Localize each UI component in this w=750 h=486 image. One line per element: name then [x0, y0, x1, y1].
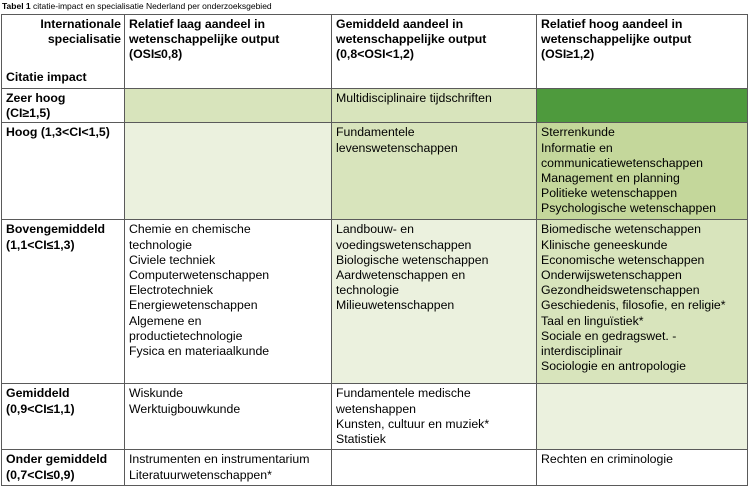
field-item: Werktuigbouwkunde — [129, 401, 241, 416]
column-header-line: wetenschappelijke output — [541, 32, 692, 47]
field-item: Literatuurwetenschappen* — [129, 467, 272, 482]
row-label-below-average — [2, 450, 125, 486]
corner-impact-label: Citatie impact — [6, 69, 87, 84]
table-caption — [2, 1, 272, 12]
row-high — [2, 123, 748, 220]
field-item: Klinische geneeskunde — [541, 237, 668, 252]
cell-above-average-low — [125, 220, 332, 384]
field-item: Fysica en materiaalkunde — [129, 344, 270, 359]
field-item: Aardwetenschappen en — [336, 268, 466, 283]
row-label-line: Gemiddeld — [6, 386, 70, 401]
field-item: Rechten en criminologie — [541, 452, 673, 467]
field-item: technologie — [129, 237, 192, 252]
column-header-low — [125, 15, 332, 89]
corner-spec-line: Internationale — [40, 17, 121, 31]
row-average — [2, 384, 748, 450]
cell-very-high-low — [125, 89, 332, 123]
column-header-high — [537, 15, 748, 89]
column-header-line: wetenschappelijke output — [129, 32, 280, 47]
field-item: Economische wetenschappen — [541, 252, 705, 267]
field-item: Fundamentele medische — [336, 386, 471, 401]
corner-spec-line: specialisatie — [47, 32, 121, 47]
field-item: Politieke wetenschappen — [541, 186, 678, 201]
cell-below-average-low — [125, 450, 332, 486]
cell-high-high — [537, 123, 748, 220]
field-item: technologie — [336, 283, 399, 298]
field-item: Management en planning — [541, 171, 680, 186]
field-item: Biologische wetenschappen — [336, 252, 489, 267]
field-item: Chemie en chemische — [129, 222, 251, 237]
field-item: Psychologische wetenschappen — [541, 201, 717, 216]
column-header-line: (OSI≥1,2) — [541, 47, 595, 62]
field-item: Sociale en gedragswet. - — [541, 328, 677, 343]
column-header-line: wetenschappelijke output — [336, 32, 487, 47]
cell-above-average-high — [537, 220, 748, 384]
field-item: Fundamentele — [336, 125, 415, 140]
column-header-average — [332, 15, 537, 89]
field-item: Landbouw- en — [336, 222, 414, 237]
row-label-line: Onder gemiddeld — [6, 452, 108, 467]
row-label-line: (CI≥1,5) — [6, 106, 51, 121]
row-label-line: Bovengemiddeld — [6, 222, 106, 237]
field-item: Electrotechniek — [129, 283, 214, 298]
caption-text: citatie-impact en specialisatie Nederland per onderzoeksgebied — [30, 1, 272, 11]
cell-high-low — [125, 123, 332, 220]
row-label-high — [2, 123, 125, 220]
cell-average-average — [332, 384, 537, 450]
cell-above-average-average — [332, 220, 537, 384]
row-label-line: (1,1<CI≤1,3) — [6, 237, 75, 252]
field-item: communicatiewetenschappen — [541, 155, 704, 170]
cell-high-average — [332, 123, 537, 220]
cell-very-high-high — [537, 89, 748, 123]
cell-below-average-high — [537, 450, 748, 486]
field-item: Sterrenkunde — [541, 125, 615, 140]
field-item: Sociologie en antropologie — [541, 359, 686, 374]
column-header-line: Relatief laag aandeel in — [129, 17, 265, 31]
cell-very-high-average — [332, 89, 537, 123]
cell-below-average-average — [332, 450, 537, 486]
field-item: Algemene en — [129, 313, 202, 328]
field-item: Informatie en — [541, 140, 613, 155]
corner-header-cell — [2, 15, 125, 89]
row-label-average — [2, 384, 125, 450]
row-label-line: (0,7<CI≤0,9) — [6, 467, 75, 482]
header-row — [2, 15, 748, 89]
row-label-line: Zeer hoog — [6, 91, 66, 105]
field-item: interdisciplinair — [541, 344, 623, 359]
row-label-line: Hoog (1,3<CI<1,5) — [6, 125, 110, 140]
field-item: wetenshappen — [336, 401, 416, 416]
caption-label: Tabel 1 — [2, 1, 31, 11]
field-item: Geschiedenis, filosofie, en religie* — [541, 298, 726, 313]
row-label-above-average — [2, 220, 125, 384]
field-item: Gezondheidswetenschappen — [541, 283, 700, 298]
field-item: Multidisciplinaire tijdschriften — [336, 91, 492, 105]
field-item: Biomedische wetenschappen — [541, 222, 701, 237]
field-item: productietechnologie — [129, 328, 243, 343]
field-item: voedingswetenschappen — [336, 237, 472, 252]
column-header-line: Gemiddeld aandeel in — [336, 17, 464, 31]
column-header-line: (0,8<OSI<1,2) — [336, 47, 414, 62]
field-item: Milieuwetenschappen — [336, 298, 455, 313]
cell-average-low — [125, 384, 332, 450]
field-item: Computerwetenschappen — [129, 268, 270, 283]
field-item: levenswetenschappen — [336, 140, 458, 155]
field-item: Onderwijswetenschappen — [541, 268, 682, 283]
row-label-line: (0,9<CI≤1,1) — [6, 401, 75, 416]
row-very-high — [2, 89, 748, 123]
column-header-line: (OSI≤0,8) — [129, 47, 183, 62]
row-above-average — [2, 220, 748, 384]
field-item: Energiewetenschappen — [129, 298, 258, 313]
field-item: Instrumenten en instrumentarium — [129, 452, 310, 467]
cell-average-high — [537, 384, 748, 450]
field-item: Taal en linguïstiek* — [541, 313, 644, 328]
field-item: Kunsten, cultuur en muziek* — [336, 416, 490, 431]
field-item: Statistiek — [336, 432, 386, 447]
row-label-very-high — [2, 89, 125, 123]
field-item: Civiele techniek — [129, 252, 216, 267]
field-item: Wiskunde — [129, 386, 183, 401]
column-header-line: Relatief hoog aandeel in — [541, 17, 683, 31]
row-below-average — [2, 450, 748, 486]
citation-specialisation-table — [1, 14, 748, 486]
